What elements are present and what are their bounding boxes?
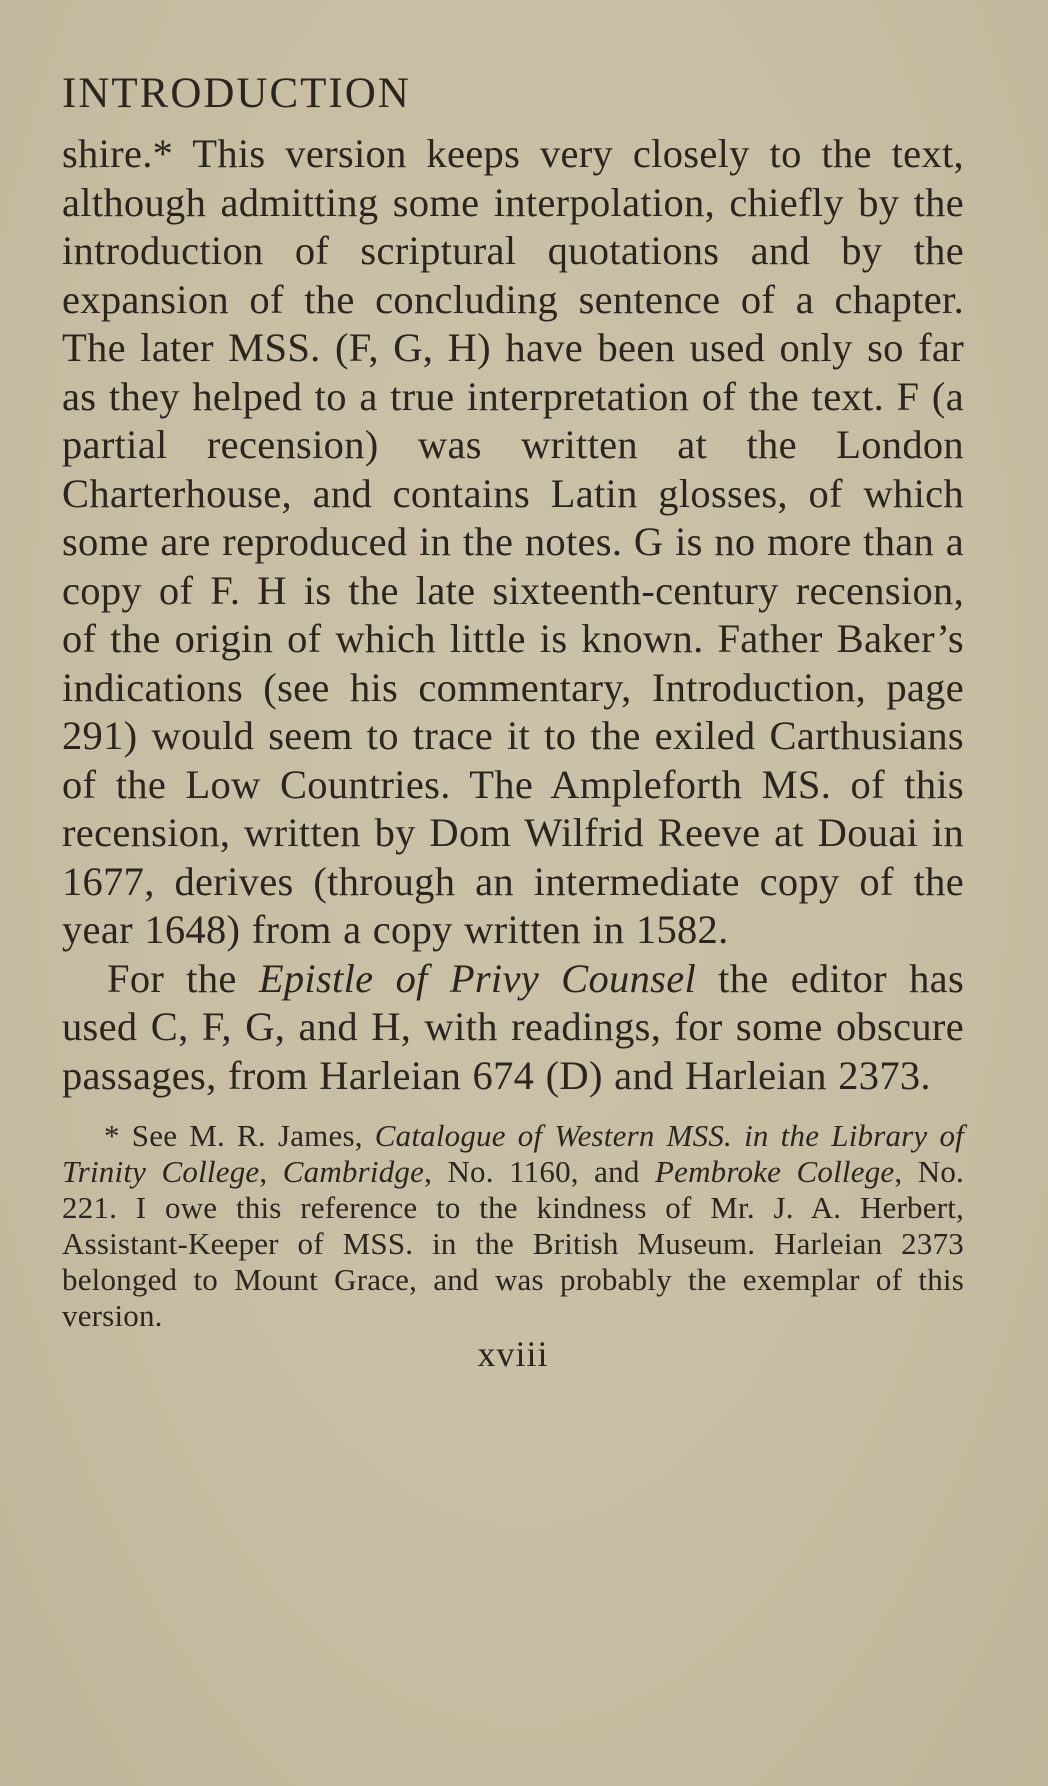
- paragraph-2-rest: the editor has used C, F, G, and H, with readings, for some obscure passages, from Harleian 674 (D) and Harleian 2373.: [62, 955, 965, 1098]
- paragraph-1: shire.* This version keeps very closely to the text, although admitting some interpolation, chiefly by the introduction of scriptural quotations and by the expansion of the concluding sentence of a chapter. The later MSS. (F, G, H) have been used only so far as they helped to a true interpretation of the text. F (a partial recension) was written at the London Charterhouse, and contains Latin glosses, of which some are reproduced in the notes. G is no more than a copy of F. H is the late sixteenth-century recension, of the origin of which little is known. Father Baker’s indications (see his commentary, Introduction, page 291) would seem to trace it to the exiled Carthusians of the Low Countries. The Ampleforth MS. of this recension, written by Dom Wilfrid Reeve at Douai in 1677, derives (through an intermediate copy of the year 1648) from a copy written in 1582.: [62, 131, 964, 952]
- footnote-part-1: * See M. R. James,: [104, 1118, 375, 1153]
- footnote: [62, 1118, 964, 1334]
- footnote-pembroke: Pembroke College: [654, 1154, 895, 1189]
- paragraph-2: [62, 955, 964, 1101]
- paragraph-2-prefix: For the: [107, 955, 259, 1001]
- footnote-part-3: ,: [259, 1154, 283, 1189]
- paragraph-2-title: Epistle of Privy Counsel: [258, 955, 697, 1001]
- page-number: xviii: [477, 1334, 549, 1374]
- body-text: [62, 130, 964, 1100]
- footnote-part-7: , No. 221. I owe this reference to the kindness of Mr. J. A. Herbert, Assistant-Keeper of MSS. in the British Museum. Harleian 2373 belonged to Mount Grace, and was probably the exemplar of this version.: [62, 1154, 965, 1333]
- footnote-catalogue-title: Catalogue of Western MSS. in the Library of Trinity College: [62, 1118, 964, 1189]
- footnote-cambridge: Cambridge: [282, 1154, 425, 1189]
- running-head: INTRODUCTION: [62, 70, 411, 117]
- footnote-part-5: , No. 1160, and: [424, 1154, 655, 1189]
